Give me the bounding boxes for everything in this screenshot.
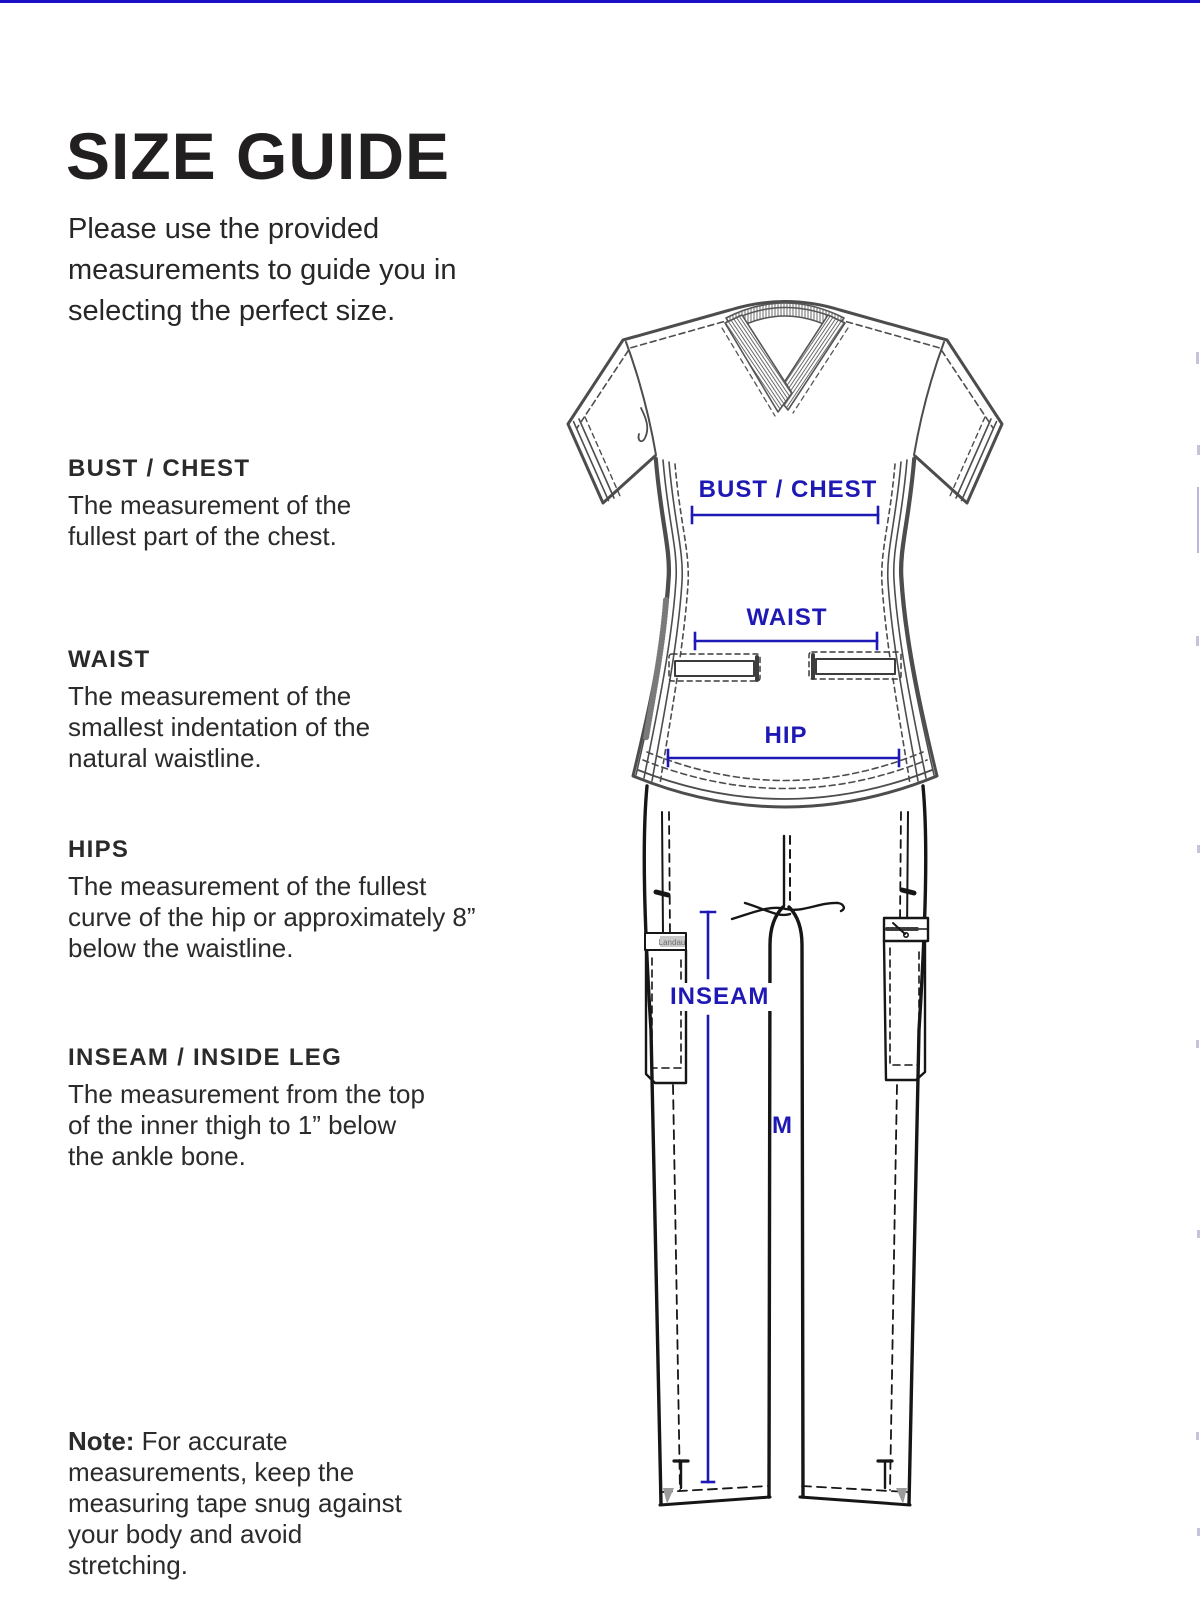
note-body: For accurate measurements, keep the measuring tape snug against your body and avoid stretching. (68, 1426, 402, 1580)
drawstring (732, 903, 844, 919)
section-heading-inseam: INSEAM / INSIDE LEG (68, 1044, 343, 1071)
note-label: Note: (68, 1426, 135, 1456)
section-body-inseam: The measurement from the top of the inner thigh to 1” below the ankle bone. (68, 1079, 425, 1171)
section-heading-bust: BUST / CHEST (68, 455, 251, 482)
section-body-waist: The measurement of the smallest indentation of the natural waistline. (68, 681, 371, 773)
section-heading-hips: HIPS (68, 836, 130, 863)
bust-measure-label: BUST / CHEST (693, 476, 884, 504)
section-body-bust: The measurement of the fullest part of the chest. (68, 490, 352, 551)
pocket-brand-label: Landau (658, 938, 686, 947)
section-body-hips: The measurement of the fullest curve of the hip or approximately 8” below the waistline. (68, 871, 476, 963)
ankle-hems (660, 1461, 910, 1505)
size-letter-label: M (772, 1112, 793, 1139)
inseam-measure-label: INSEAM (664, 983, 775, 1011)
section-heading-waist: WAIST (68, 646, 151, 673)
scrub-pants-illustration (644, 786, 928, 1505)
hip-measure-label: HIP (758, 722, 813, 750)
intro-text: Please use the provided measurements to guide you in selecting the perfect size. (68, 213, 457, 327)
waist-measure-label: WAIST (741, 604, 834, 632)
page-title: SIZE GUIDE (66, 119, 451, 194)
